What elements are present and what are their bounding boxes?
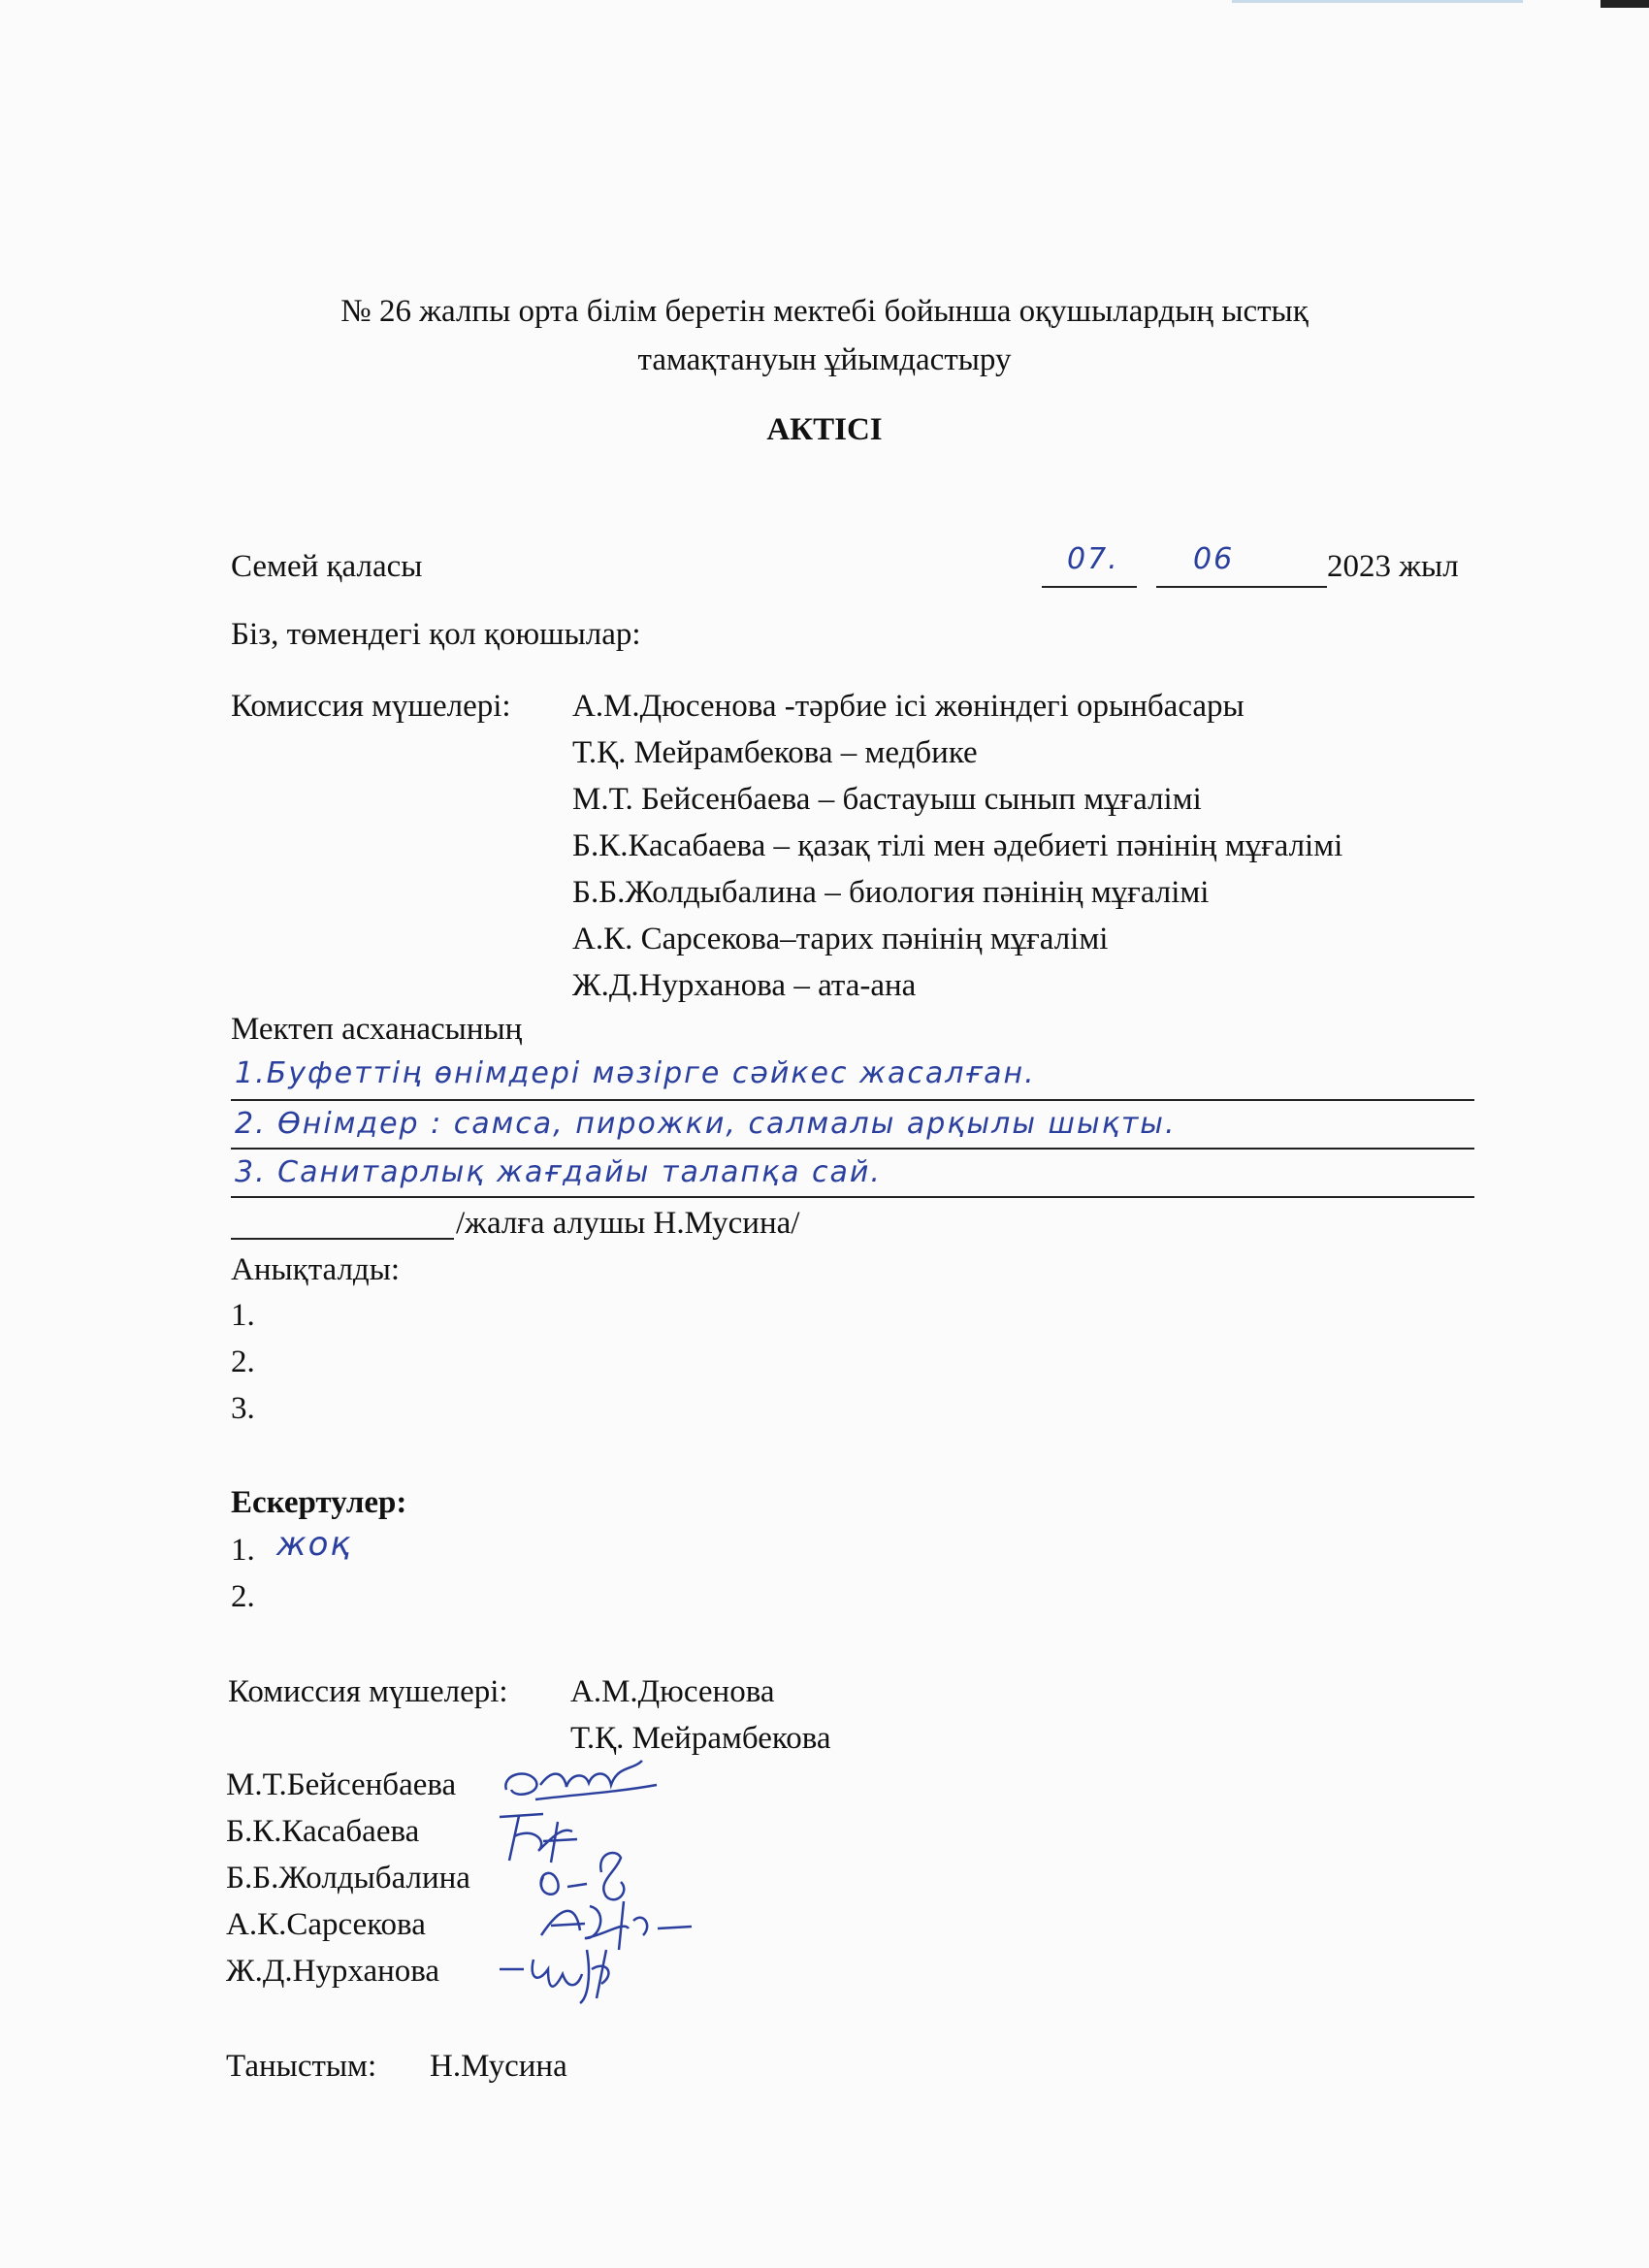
commission-label: Комиссия мүшелері:: [231, 689, 511, 724]
date-month-line: [1156, 586, 1327, 588]
scan-edge-mark: [1232, 0, 1523, 3]
tenant-signature-line: [231, 1238, 454, 1240]
date-day: 07.: [1067, 542, 1119, 576]
finding-line: [231, 1099, 1474, 1101]
found-item: 3.: [231, 1391, 255, 1426]
commission-member: Б.Б.Жолдыбалина – биология пәнінің мұғалімі: [572, 875, 1210, 910]
date-year: 2023 жыл: [1327, 549, 1459, 584]
commission-member: А.М.Дюсенова -тәрбие ісі жөніндегі орынбасары: [572, 689, 1245, 724]
signatory-name: М.Т.Бейсенбаева: [226, 1767, 457, 1802]
sign-member: Т.Қ. Мейрамбекова: [570, 1721, 831, 1756]
signatory-name: Ж.Д.Нурханова: [226, 1954, 440, 1989]
remarks-item: 2.: [231, 1579, 255, 1614]
found-item: 1.: [231, 1298, 255, 1333]
remarks-item: 1.: [231, 1533, 255, 1568]
signatory-name: А.К.Сарсекова: [226, 1907, 426, 1942]
commission-member: М.Т. Бейсенбаева – бастауыш сынып мұғалімі: [572, 782, 1202, 817]
act-title: АКТІСІ: [766, 412, 883, 447]
commission-member: А.К. Сарсекова–тарих пәнінің мұғалімі: [572, 922, 1109, 956]
remarks-label: Ескертулер:: [231, 1485, 407, 1520]
signatory-name: Б.К.Касабаева: [226, 1814, 420, 1849]
acquainted-name: Н.Мусина: [430, 2049, 567, 2084]
header-line-2: тамақтануын ұйымдастыру: [637, 342, 1012, 377]
finding-line: [231, 1196, 1474, 1198]
scan-corner-mark: [1600, 0, 1649, 8]
intro: Біз, төмендегі қол қоюшылар:: [231, 617, 641, 652]
found-label: Анықталды:: [231, 1252, 401, 1287]
remarks-handwritten: жоқ: [276, 1525, 352, 1564]
place: Семей қаласы: [231, 549, 423, 584]
date-day-line: [1042, 586, 1137, 588]
signatory-name: Б.Б.Жолдыбалина: [226, 1861, 470, 1895]
commission-member: Ж.Д.Нурханова – ата-ана: [572, 968, 917, 1003]
finding-handwritten: 1.Буфеттің өнімдері мәзірге сәйкес жасалған.: [235, 1056, 1036, 1090]
sign-commission-label: Комиссия мүшелері:: [228, 1674, 508, 1709]
acquainted-label: Таныстым:: [226, 2049, 377, 2084]
commission-member: Б.К.Касабаева – қазақ тілі мен әдебиеті пәнінің мұғалімі: [572, 828, 1343, 863]
commission-member: Т.Қ. Мейрамбекова – медбике: [572, 735, 978, 770]
date-month: 06: [1193, 542, 1235, 576]
header-line-1: № 26 жалпы орта білім беретін мектебі бойынша оқушылардың ыстық: [340, 294, 1309, 329]
canteen-label: Мектеп асханасының: [231, 1012, 523, 1047]
signature-nurkhanova: [495, 1940, 640, 2008]
tenant: /жалға алушы Н.Мусина/: [456, 1206, 800, 1241]
sign-member: А.М.Дюсенова: [570, 1674, 775, 1709]
found-item: 2.: [231, 1345, 255, 1379]
finding-handwritten: 2. Өнімдер : самса, пирожки, салмалы арқылы шықты.: [235, 1107, 1177, 1141]
finding-line: [231, 1148, 1474, 1150]
finding-handwritten: 3. Санитарлық жағдайы талапқа сай.: [235, 1155, 882, 1189]
